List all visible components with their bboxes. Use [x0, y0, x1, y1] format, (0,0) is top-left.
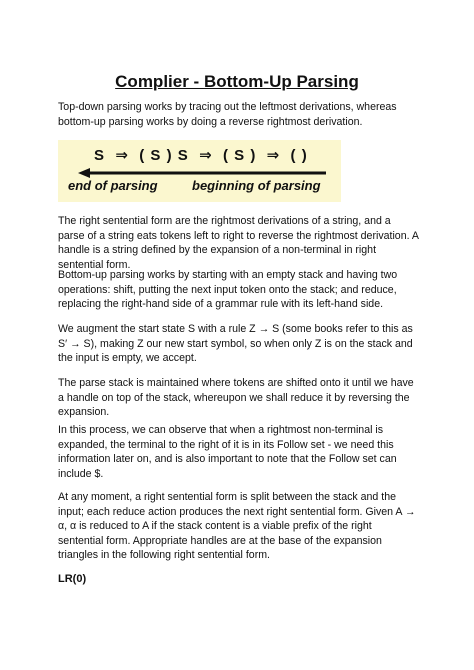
intro-paragraph: Top-down parsing works by tracing out the leftmost derivations, whereas bottom-up parsing works by doing a reverse rightmost derivation. [58, 101, 397, 128]
end-of-parsing-label: end of parsing [68, 178, 158, 193]
left-arrow-icon [78, 168, 328, 178]
page-title: Complier - Bottom-Up Parsing [115, 72, 359, 91]
beginning-of-parsing-label: beginning of parsing [192, 178, 321, 193]
paragraph-augment: We augment the start state S with a rule Z → S (some books refer to this as S′ → S), making Z our new start symbol, so when only Z is on the stack and the input is empty, we accept. [58, 323, 413, 365]
paragraph-handles: At any moment, a right sentential form is split between the stack and the input; each reduce action produces the next right sentential form. Given A → α, α is reduced to A if the stack content is a viable prefix of the right sentential form. Appropriate handles are at the base of the expansion triangles in the following right sentential form. [58, 491, 416, 562]
section-heading-lr0: LR(0) [58, 573, 87, 585]
derivation-figure [58, 140, 341, 202]
paragraph-bottom-up: Bottom-up parsing works by starting with an empty stack and having two operations: shift, putting the next input token onto the stack; and reduce, replacing the right-hand side of a grammar rule with its left-hand side. [58, 269, 398, 311]
paragraph-follow-set: In this process, we can observe that when a rightmost non-terminal is expanded, the terminal to the right of it is in its Follow set - we need this information later on, and is also important to note that the Follow set can include $. [58, 424, 397, 480]
paragraph-right-sentential: The right sentential form are the rightmost derivations of a string, and a parse of a string eats tokens left to right to reverse the rightmost derivation. A handle is a string defined by the expansion of a non-terminal in right sentential form. [58, 215, 419, 271]
derivation-sequence: S ⇒ ( S ) S ⇒ ( S ) ⇒ ( ) [94, 147, 308, 164]
paragraph-parse-stack: The parse stack is maintained where tokens are shifted onto it until we have a handle on top of the stack, whereupon we shall reduce it by reversing the expansion. [58, 377, 414, 419]
